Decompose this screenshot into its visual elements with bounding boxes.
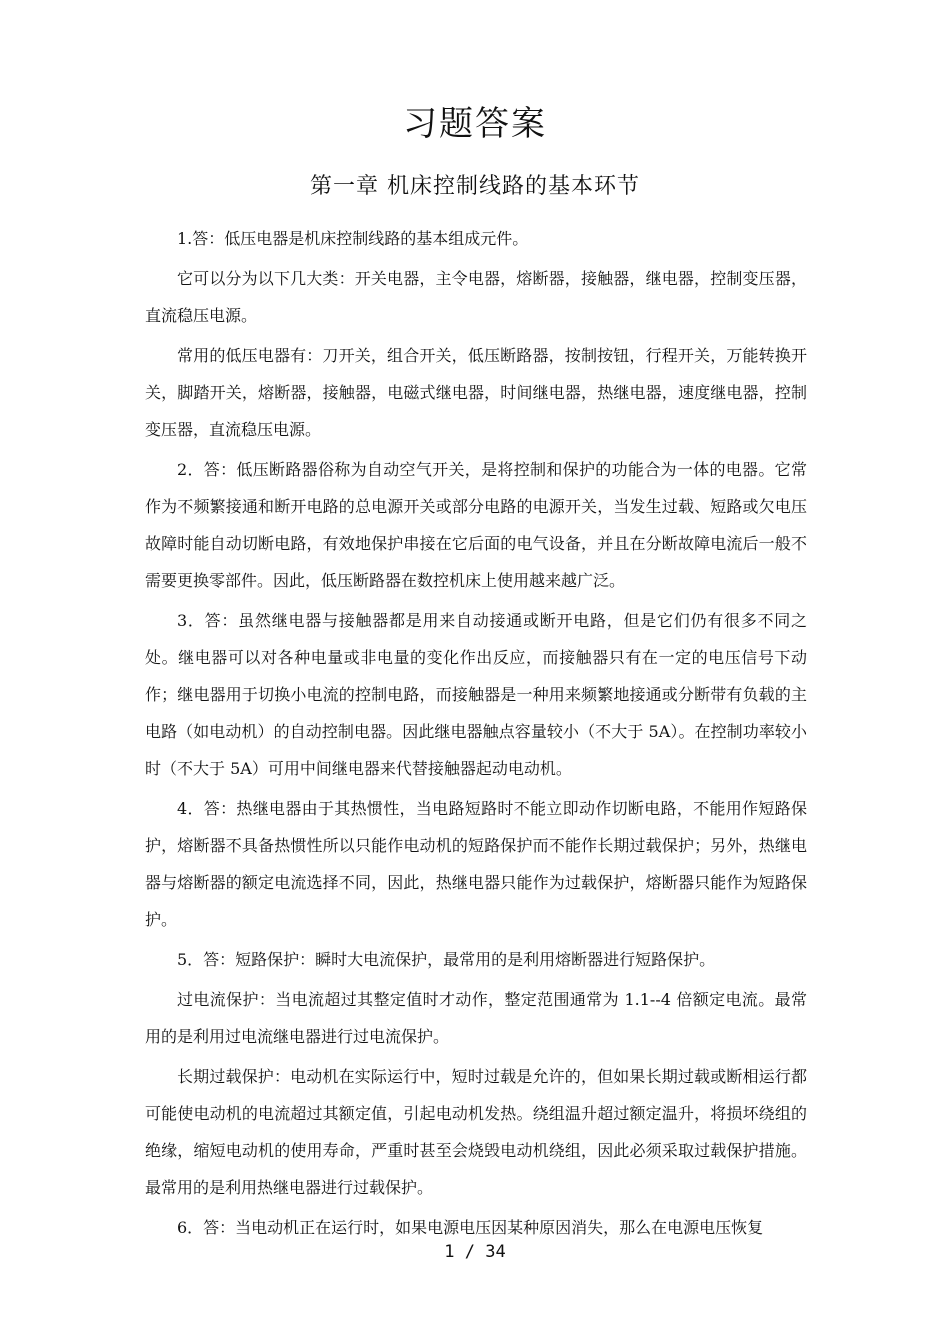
- chapter-title: 第一章 机床控制线路的基本环节: [310, 174, 640, 199]
- paragraph: 6．答：当电动机正在运行时，如果电源电压因某种原因消失，那么在电源电压恢复: [177, 1218, 764, 1237]
- paragraph: 4．答：热继电器由于其热惯性，当电路短路时不能立即动作切断电路，不能用作短路保护，熔断器不具备热惯性所以只能作电动机的短路保护而不能作长期过载保护；另外，热继电器与熔断器的额定电流选择不同，因此，热继电器只能作为过载保护，熔断器只能作为短路保护。: [145, 799, 807, 929]
- paragraph: 过电流保护：当电流超过其整定值时才动作，整定范围通常为 1.1--4 倍额定电流。最常用的是利用过电流继电器进行过电流保护。: [145, 990, 807, 1046]
- paragraph: 它可以分为以下几大类：开关电器，主令电器，熔断器，接触器，继电器，控制变压器，直流稳压电源。: [145, 269, 807, 325]
- paragraph: 1.答：低压电器是机床控制线路的基本组成元件。: [177, 229, 529, 248]
- page-number: 1 / 34: [444, 1242, 506, 1262]
- paragraph: 长期过载保护：电动机在实际运行中，短时过载是允许的，但如果长期过载或断相运行都可能使电动机的电流超过其额定值，引起电动机发热。绕组温升超过额定温升，将损坏绕组的绝缘，缩短电动机的使用寿命，严重时甚至会烧毁电动机绕组，因此必须采取过载保护措施。最常用的是利用热继电器进行过载保护。: [145, 1067, 807, 1197]
- paragraph: 2．答：低压断路器俗称为自动空气开关，是将控制和保护的功能合为一体的电器。它常作为不频繁接通和断开电路的总电源开关或部分电路的电源开关，当发生过载、短路或欠电压故障时能自动切断电路，有效地保护串接在它后面的电气设备，并且在分断故障电流后一般不需要更换零部件。因此，低压断路器在数控机床上使用越来越广泛。: [145, 460, 807, 590]
- paragraph: 常用的低压电器有：刀开关，组合开关，低压断路器，按制按钮，行程开关，万能转换开关，脚踏开关，熔断器，接触器，电磁式继电器，时间继电器，热继电器，速度继电器，控制变压器，直流稳压电源。: [145, 346, 807, 439]
- answer-content: [145, 220, 807, 1249]
- document-title: 习题答案: [403, 104, 547, 144]
- paragraph: 3．答：虽然继电器与接触器都是用来自动接通或断开电路，但是它们仍有很多不同之处。继电器可以对各种电量或非电量的变化作出反应，而接触器只有在一定的电压信号下动作；继电器用于切换小电流的控制电路，而接触器是一种用来频繁地接通或分断带有负载的主电路（如电动机）的自动控制电器。因此继电器触点容量较小（不大于 5A）。在控制功率较小时（不大于 5A）可用中间继电器来代替接触器起动电动机。: [145, 611, 807, 778]
- paragraph: 5．答：短路保护：瞬时大电流保护，最常用的是利用熔断器进行短路保护。: [177, 950, 716, 969]
